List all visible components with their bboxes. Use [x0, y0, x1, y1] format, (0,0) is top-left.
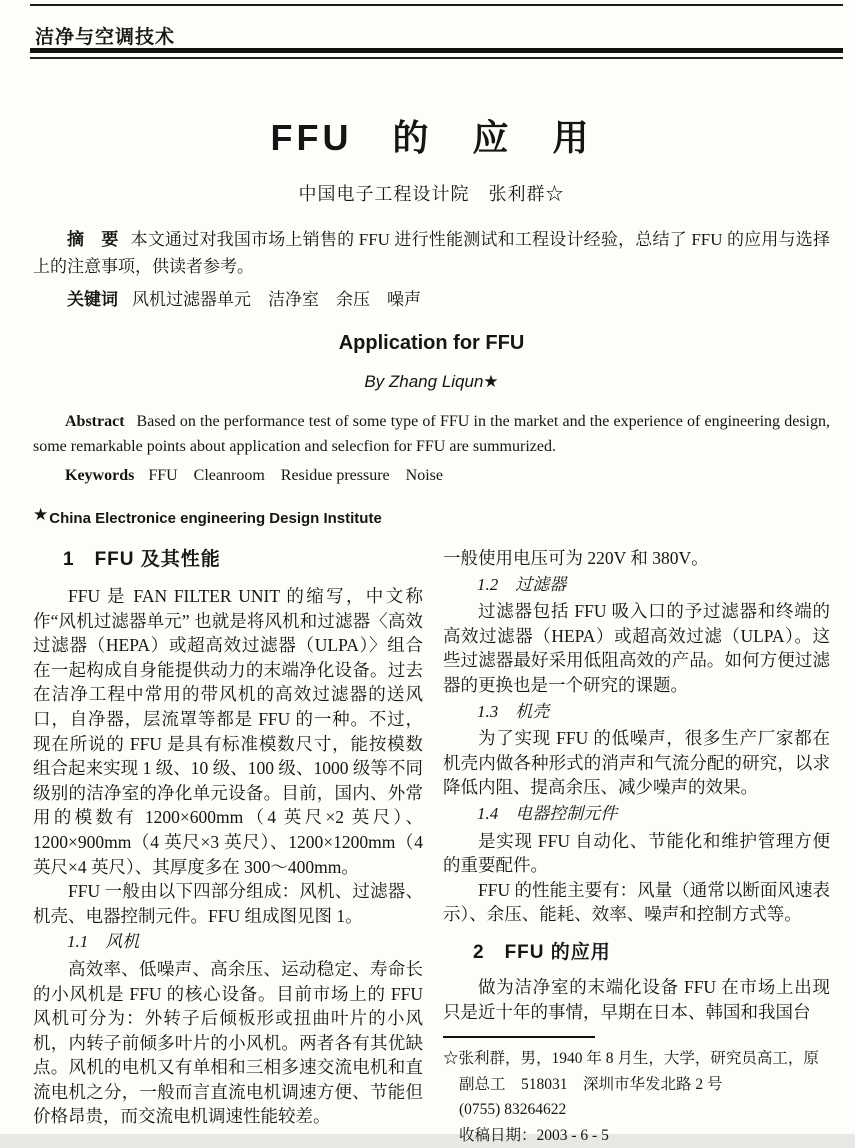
top-rule	[30, 4, 843, 6]
section-2-heading: 2 FFU 的应用	[473, 941, 611, 963]
subsection-1-4-heading: 1.4 电器控制元件	[477, 803, 618, 823]
star-icon: ★	[33, 505, 49, 524]
footnote-rule	[443, 1036, 595, 1038]
paragraph: 做为洁净室的末端化设备 FFU 在市场上出现只是近十年的事情，早期在日本、韩国和我国台	[443, 976, 830, 1022]
paragraph: 为了实现 FFU 的低噪声，很多生产厂家都在机壳内做各种形式的消声和气流分配的研究，以求降低内阻、提高余压、减少噪声的效果。	[443, 728, 830, 798]
header-rule-thin	[30, 57, 843, 59]
subsection-1-3-heading: 1.3 机壳	[477, 701, 550, 721]
paragraph: FFU 是 FAN FILTER UNIT 的缩写，中文称作“风机过滤器单元” 也就是将风机和过滤器〈高效过滤器（HEPA）或超高效过滤器（ULPA）〉组合在一起构成自身能提供动力的末端净化设备。过去在洁净工程中常用的带风机的高效过滤器的送风口，自净器，层流罩等都是 FFU 的一种。不过，现在所说的 FFU 是具有标准模数尺寸，能按模数组合起来实现 1 级、10 级、100 级、1000 级等不同级别的洁净室的净化单元设备。目前，国内、外常用的模数有 1200×600mm（4 英尺×2 英尺）、1200×900mm（4 英尺×3 英尺）、1200×1200mm（4 英尺×4 英尺）、其厚度多在 300～400mm。	[33, 586, 423, 877]
keywords-cn-label: 关键词	[67, 290, 118, 309]
article-title: FFU 的 应 用	[270, 117, 593, 158]
header-rule-thick	[30, 48, 843, 53]
footnote-line: (0755) 83264622	[459, 1101, 567, 1119]
subsection-1-1-heading: 1.1 风机	[67, 932, 140, 952]
affiliation-footnote	[33, 504, 830, 530]
paragraph: 高效率、低噪声、高余压、运动稳定、寿命长的小风机是 FFU 的核心设备。目前市场上的 FFU 风机可分为：外转子后倾板形或扭曲叶片的小风机，内转子前倾多叶片的小风机。两者各有其优缺点。风机的电机又有单相和三相多速交流电机和直流电机之分，一般而言直流电机调速方便、节能但价格昂贵，而交流电机调速性能较差。	[33, 958, 423, 1127]
right-column	[443, 546, 830, 1148]
abstract-cn	[33, 226, 830, 280]
paragraph: FFU 的性能主要有：风量（通常以断面风速表示）、余压、能耗、效率、噪声和控制方式等。	[443, 879, 830, 925]
footnote-line: 收稿日期：2003 - 6 - 5	[459, 1126, 609, 1144]
footnote-line: 副总工 518031 深圳市华发北路 2 号	[459, 1075, 723, 1093]
english-title: Application for FFU	[338, 332, 525, 354]
keywords-cn-text: 风机过滤器单元 洁净室 余压 噪声	[132, 290, 421, 309]
keywords-cn	[33, 286, 830, 313]
author-line: 中国电子工程设计院 张利群☆	[298, 184, 565, 204]
keywords-en-text: FFU Cleanroom Residue pressure Noise	[148, 467, 443, 484]
affiliation-text: China Electronice engineering Design Institute	[49, 510, 382, 527]
abstract-cn-text: 本文通过对我国市场上销售的 FFU 进行性能测试和工程设计经验，总结了 FFU 的应用与选择上的注意事项，供读者参考。	[33, 230, 831, 276]
journal-header: 洁净与空调技术	[35, 27, 176, 48]
abstract-en	[33, 409, 830, 459]
abstract-en-label: Abstract	[65, 413, 125, 430]
footnote-line: ☆张利群，男，1940 年 8 月生，大学，研究员高工，原	[443, 1050, 819, 1068]
two-column-body	[33, 546, 830, 1148]
author-bio-footnote	[443, 1036, 830, 1148]
paragraph: FFU 一般由以下四部分组成：风机、过滤器、机壳、电器控制元件。FFU 组成图见图 1。	[33, 881, 423, 926]
paragraph: 一般使用电压可为 220V 和 380V。	[443, 548, 709, 568]
subsection-1-2-heading: 1.2 过滤器	[477, 574, 567, 594]
section-1-heading: 1 FFU 及其性能	[63, 549, 221, 570]
abstract-cn-label: 摘 要	[67, 230, 119, 249]
abstract-en-text: Based on the performance test of some type of FFU in the market and the experience of engineering design, some remarkable points about application and selecfion for FFU are summurized.	[33, 413, 830, 455]
english-byline: By Zhang Liqun★	[364, 372, 499, 391]
keywords-en-label: Keywords	[65, 467, 135, 484]
left-column	[33, 546, 423, 1148]
paragraph: 过滤器包括 FFU 吸入口的予过滤器和终端的高效过滤器（HEPA）或超高效过滤（ULPA）。这些过滤器最好采用低阻高效的产品。如何方便过滤器的更换也是一个研究的课题。	[443, 601, 830, 695]
keywords-en	[33, 463, 830, 488]
paragraph: 是实现 FFU 自动化、节能化和维护管理方便的重要配件。	[443, 830, 830, 876]
